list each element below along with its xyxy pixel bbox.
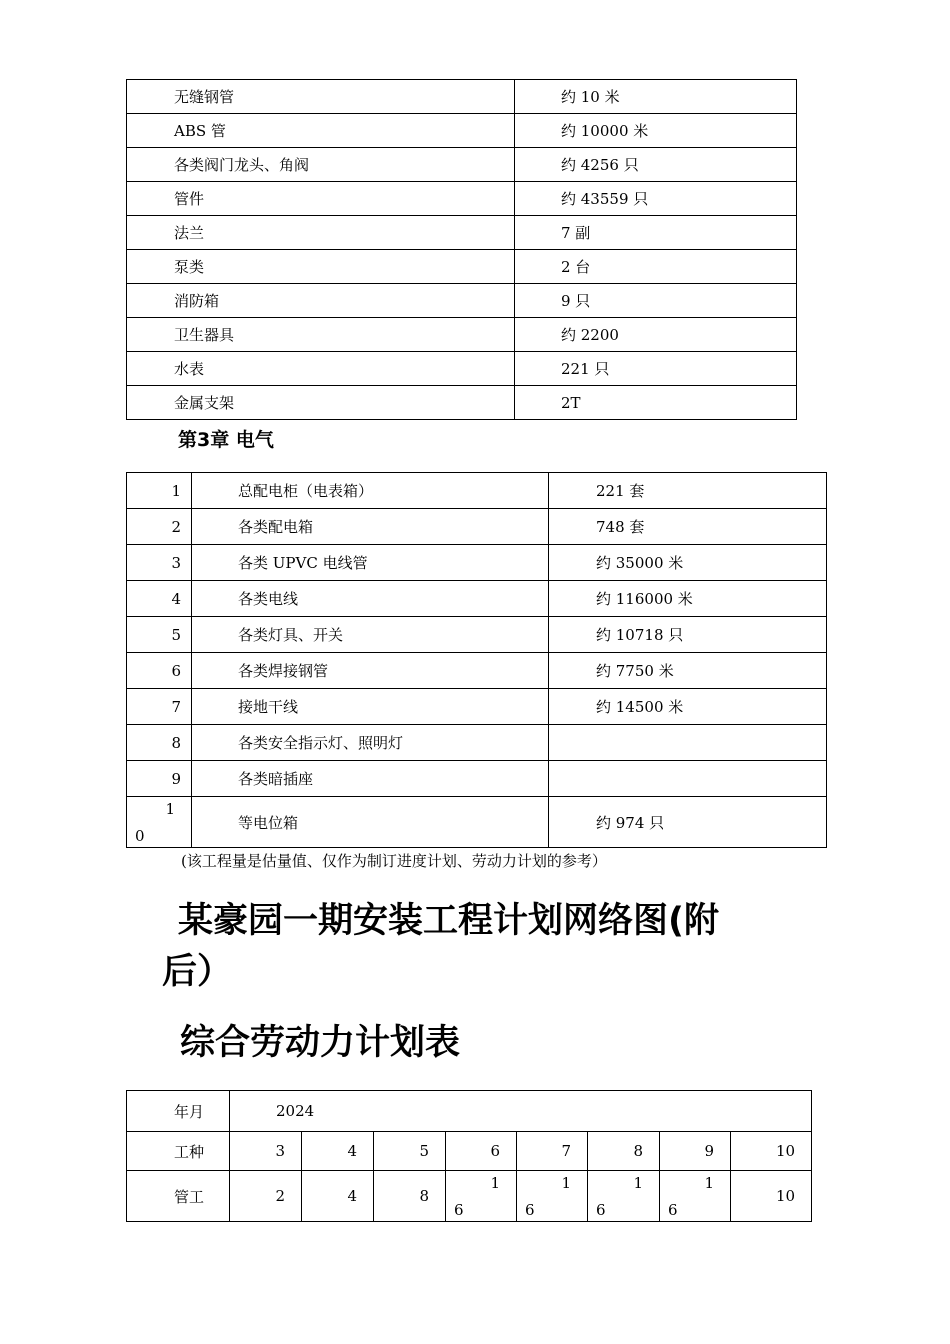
item-quantity: 2T [515,386,797,420]
labor-count: 8 [374,1171,446,1222]
month-header: 5 [374,1132,446,1171]
labor-count: 10 [731,1171,812,1222]
item-quantity [549,725,827,761]
network-heading-line2: 后） [162,952,233,992]
item-name: 各类配电箱 [192,509,549,545]
item-name: 各类暗插座 [192,761,549,797]
year-cell: 2024 [230,1091,812,1132]
trade-name: 管工 [127,1171,230,1222]
month-header: 6 [446,1132,517,1171]
row-number [127,797,192,848]
item-name: 各类安全指示灯、照明灯 [192,725,549,761]
labor-count-bottom: 6 [525,1201,535,1219]
network-heading-line1: 某豪园一期安装工程计划网络图(附 [178,901,719,941]
item-name: 各类 UPVC 电线管 [192,545,549,581]
item-name: 消防箱 [127,284,515,318]
table-row [127,761,827,797]
month-header: 8 [588,1132,660,1171]
labor-count-top: 1 [633,1174,643,1192]
item-quantity: 约 974 只 [549,797,827,848]
labor-count-bottom: 6 [596,1201,606,1219]
item-quantity: 约 10718 只 [549,617,827,653]
labor-count [517,1171,588,1222]
table-row [127,509,827,545]
item-name: 接地干线 [192,689,549,725]
table-row [127,386,797,420]
item-name: ABS 管 [127,114,515,148]
month-header: 7 [517,1132,588,1171]
labor-table [126,1090,812,1222]
item-quantity: 748 套 [549,509,827,545]
month-header: 4 [302,1132,374,1171]
table-row [127,182,797,216]
item-quantity: 约 2200 [515,318,797,352]
table-row [127,80,797,114]
item-name: 泵类 [127,250,515,284]
item-name: 法兰 [127,216,515,250]
labor-count [588,1171,660,1222]
item-name: 水表 [127,352,515,386]
item-quantity: 约 116000 米 [549,581,827,617]
item-name: 无缝钢管 [127,80,515,114]
table-row [127,114,797,148]
item-quantity: 约 10 米 [515,80,797,114]
row-number: 3 [127,545,192,581]
row-number: 4 [127,581,192,617]
table-row [127,216,797,250]
row-number: 6 [127,653,192,689]
row-number: 7 [127,689,192,725]
labor-count-top: 1 [704,1174,714,1192]
electrical-table [126,472,827,848]
row-number: 8 [127,725,192,761]
item-name: 金属支架 [127,386,515,420]
row-number: 5 [127,617,192,653]
labor-count-bottom: 6 [454,1201,464,1219]
item-quantity: 约 7750 米 [549,653,827,689]
table-row [127,617,827,653]
item-name: 等电位箱 [192,797,549,848]
row-number-top: 1 [165,800,175,818]
item-quantity: 约 14500 米 [549,689,827,725]
chapter-title: 第3章 电气 [178,429,274,451]
materials-table [126,79,797,420]
table-row [127,545,827,581]
labor-count-bottom: 6 [668,1201,678,1219]
item-name: 各类阀门龙头、角阀 [127,148,515,182]
month-header: 10 [731,1132,812,1171]
table-row [127,473,827,509]
trade-label: 工种 [127,1132,230,1171]
item-quantity: 221 只 [515,352,797,386]
labor-count: 4 [302,1171,374,1222]
table-row [127,284,797,318]
item-quantity: 7 副 [515,216,797,250]
item-quantity: 约 4256 只 [515,148,797,182]
table-row [127,250,797,284]
item-name: 总配电柜（电表箱） [192,473,549,509]
item-name: 各类灯具、开关 [192,617,549,653]
labor-count-top: 1 [561,1174,571,1192]
item-name: 卫生器具 [127,318,515,352]
labor-count: 2 [230,1171,302,1222]
table-row [127,725,827,761]
labor-count-top: 1 [490,1174,500,1192]
table-row [127,318,797,352]
table-row [127,653,827,689]
item-quantity [549,761,827,797]
labor-count [446,1171,517,1222]
table-row [127,148,797,182]
item-name: 管件 [127,182,515,216]
month-header: 9 [660,1132,731,1171]
row-number: 2 [127,509,192,545]
row-number: 1 [127,473,192,509]
item-quantity: 约 10000 米 [515,114,797,148]
row-number: 9 [127,761,192,797]
item-quantity: 9 只 [515,284,797,318]
item-quantity: 约 43559 只 [515,182,797,216]
year-month-label: 年月 [127,1091,230,1132]
table-row [127,797,827,848]
table-row [127,352,797,386]
month-header: 3 [230,1132,302,1171]
table-row [127,581,827,617]
item-quantity: 2 台 [515,250,797,284]
item-name: 各类电线 [192,581,549,617]
labor-count [660,1171,731,1222]
table-row [127,689,827,725]
item-quantity: 约 35000 米 [549,545,827,581]
item-name: 各类焊接钢管 [192,653,549,689]
row-number-bottom: 0 [135,827,145,845]
item-quantity: 221 套 [549,473,827,509]
quantity-note: (该工程量是估量值、仅作为制订进度计划、劳动力计划的参考） [181,852,607,870]
labor-heading: 综合劳动力计划表 [180,1023,461,1063]
